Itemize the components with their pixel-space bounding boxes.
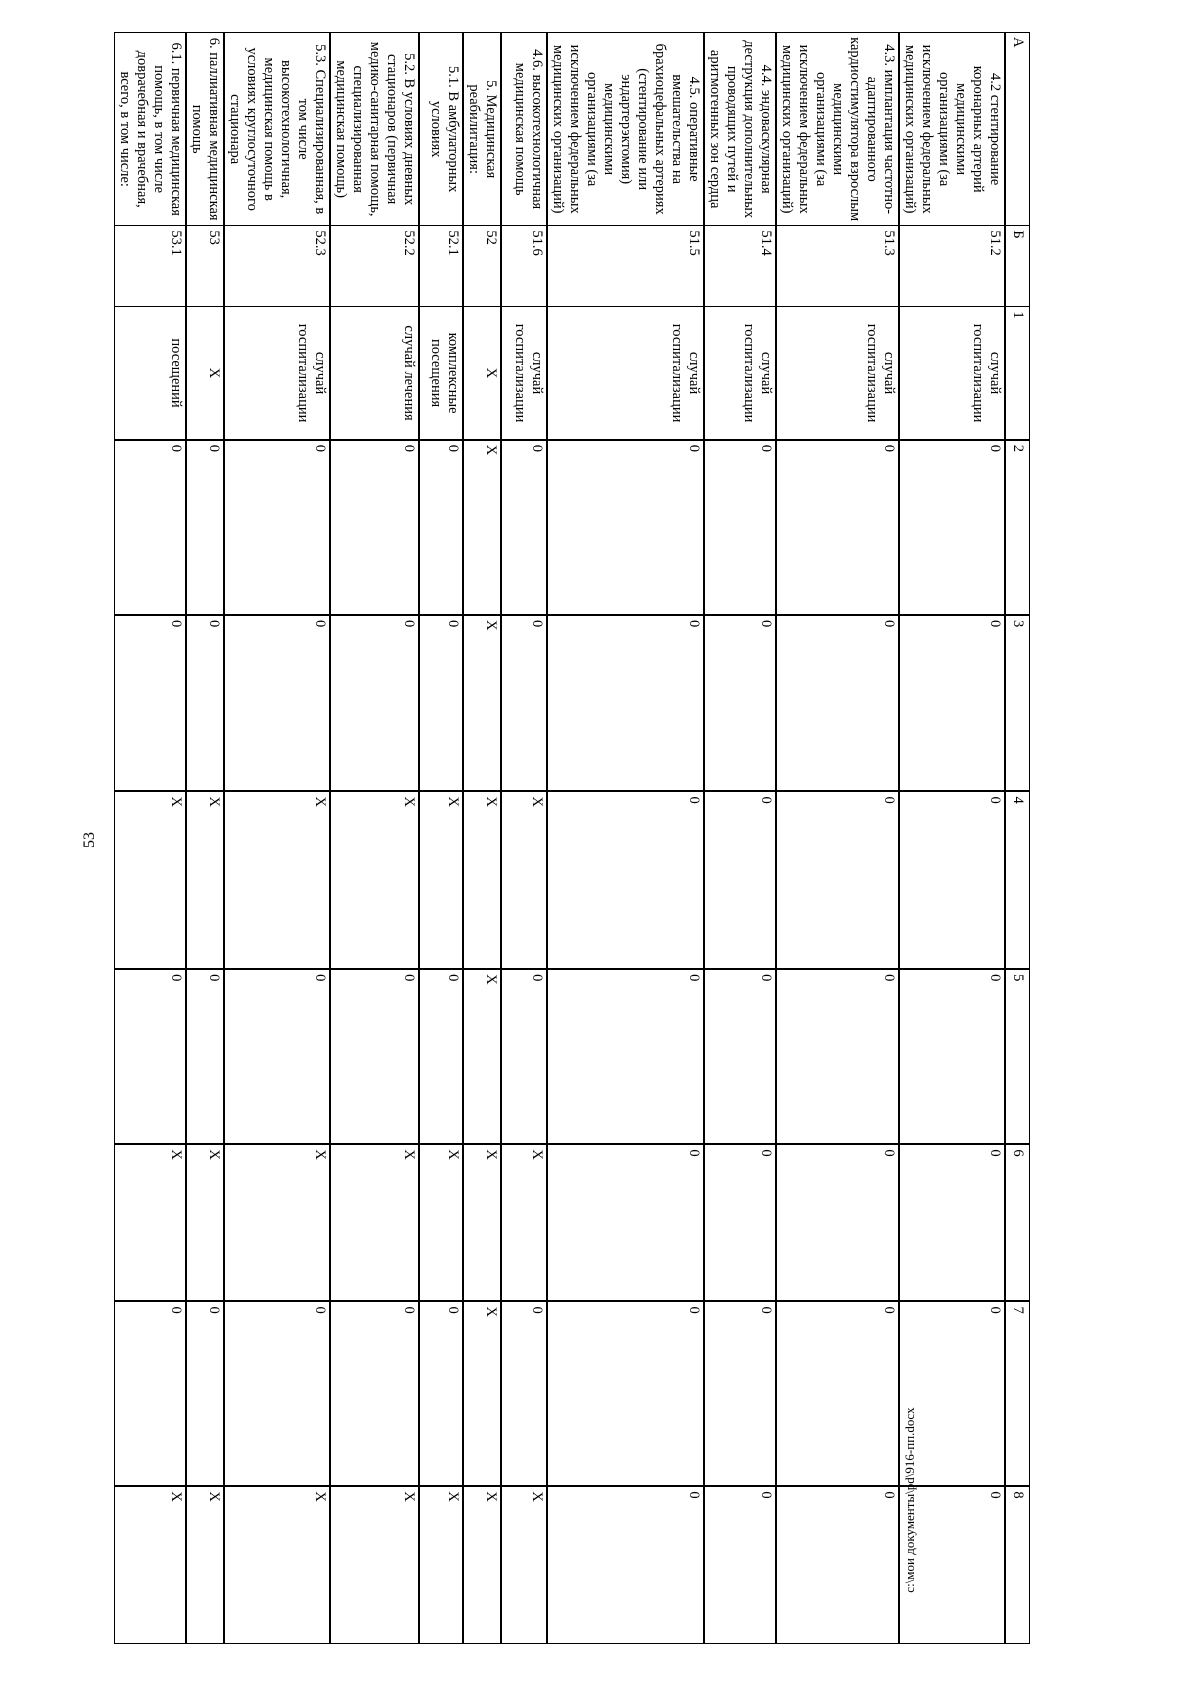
column-header: 3 [1006,615,1030,791]
column-header: А [1006,33,1030,226]
value-cell: 0 [331,969,420,1144]
row-unit-cell: случай госпитализации [502,307,548,440]
row-unit-cell: случай лечения [331,307,420,440]
value-cell: 0 [777,1486,900,1643]
value-cell: Х [464,1301,502,1486]
value-cell: 0 [225,440,331,615]
row-name-cell: 6.1. первичная медицинская помощь, в том числе доврачебная и врачебная, всего, в том числе: [115,33,187,226]
row-unit-cell: Х [187,307,225,440]
value-cell: Х [420,1144,464,1301]
value-cell: Х [464,1144,502,1301]
row-name-cell: 4.3. имплантация частотно-адаптированного кардиостимулятора взрослым медицинскими организациями (за исключением федеральных медицинских организаций) [777,33,900,226]
value-cell: 0 [900,1486,1006,1643]
value-cell: 0 [705,615,777,791]
value-cell: 0 [331,1301,420,1486]
row-unit-cell: случай госпитализации [705,307,777,440]
value-cell: 0 [900,791,1006,969]
table-row [705,33,777,1644]
data-table [115,32,1031,1644]
value-cell: 0 [548,1144,705,1301]
table-row [115,33,187,1644]
row-unit-cell: случай госпитализации [900,307,1006,440]
value-cell: 0 [548,1486,705,1643]
value-cell: Х [115,791,187,969]
column-header: 7 [1006,1301,1030,1486]
value-cell: Х [331,1144,420,1301]
table-body [115,33,1006,1644]
value-cell: Х [225,791,331,969]
value-cell: 0 [331,440,420,615]
table-row [331,33,420,1644]
value-cell: Х [225,1486,331,1643]
table-row [464,33,502,1644]
table-row [548,33,705,1644]
value-cell: 0 [502,440,548,615]
value-cell: 0 [777,615,900,791]
value-cell: Х [464,969,502,1144]
table-row [777,33,900,1644]
value-cell: Х [464,615,502,791]
value-cell: 0 [115,440,187,615]
row-code-cell: 51.2 [900,226,1006,307]
row-name-cell: 6. паллиативная медицинская помощь [187,33,225,226]
row-unit-cell: случай госпитализации [225,307,331,440]
value-cell: 0 [900,615,1006,791]
value-cell: 0 [115,615,187,791]
value-cell: Х [225,1144,331,1301]
value-cell: 0 [502,615,548,791]
row-code-cell: 51.5 [548,226,705,307]
value-cell: 0 [900,1301,1006,1486]
value-cell: 0 [777,440,900,615]
value-cell: 0 [187,615,225,791]
value-cell: 0 [548,440,705,615]
row-name-cell: 4.2 стентирование коронарных артерий медицинскими организациями (за исключением федеральных медицинских организаций) [900,33,1006,226]
value-cell: 0 [115,1301,187,1486]
value-cell: Х [115,1144,187,1301]
row-code-cell: 51.4 [705,226,777,307]
column-header: 1 [1006,307,1030,440]
row-name-cell: 4.6. высокотехнологичная медицинская помощь [502,33,548,226]
value-cell: 0 [548,615,705,791]
value-cell: Х [464,1486,502,1643]
value-cell: Х [464,791,502,969]
row-unit-cell: случай госпитализации [777,307,900,440]
value-cell: 0 [187,969,225,1144]
value-cell: 0 [420,1301,464,1486]
value-cell: 0 [705,1486,777,1643]
value-cell: 0 [548,969,705,1144]
column-header: 5 [1006,969,1030,1144]
column-header: Б [1006,226,1030,307]
row-code-cell: 51.6 [502,226,548,307]
value-cell: 0 [502,1301,548,1486]
value-cell: 0 [115,969,187,1144]
row-code-cell: 52.3 [225,226,331,307]
row-name-cell: 5.1. В амбулаторных условиях [420,33,464,226]
table-row [187,33,225,1644]
row-name-cell: 4.4. эндоваскулярная деструкция дополнительных проводящих путей и аритмогенных зон сердца [705,33,777,226]
value-cell: Х [187,1144,225,1301]
value-cell: 0 [777,1144,900,1301]
value-cell: Х [331,1486,420,1643]
value-cell: Х [187,791,225,969]
value-cell: 0 [705,791,777,969]
footer-file-path: c:\мои документы\pd\916-пп.docx [902,1407,917,1593]
value-cell: Х [331,791,420,969]
column-header: 8 [1006,1486,1030,1643]
value-cell: 0 [777,1301,900,1486]
row-name-cell: 5.3. Специализированная, в том числе высокотехнологичная, медицинская помощь в условиях круглосуточного стационара [225,33,331,226]
row-unit-cell: Х [464,307,502,440]
value-cell: 0 [705,969,777,1144]
value-cell: 0 [548,1301,705,1486]
value-cell: 0 [225,969,331,1144]
value-cell: Х [420,791,464,969]
value-cell: 0 [705,440,777,615]
value-cell: Х [502,791,548,969]
value-cell: 0 [420,969,464,1144]
value-cell: 0 [777,791,900,969]
value-cell: 0 [225,1301,331,1486]
value-cell: 0 [705,1144,777,1301]
value-cell: 0 [900,440,1006,615]
value-cell: 0 [777,969,900,1144]
value-cell: Х [502,1486,548,1643]
value-cell: 0 [420,440,464,615]
row-name-cell: 4.5. оперативные вмешательства на брахиоцефальных артериях (стентирование или эндартерэктомия) медицинскими организациями (за исключением федеральных медицинских организаций) [548,33,705,226]
value-cell: Х [464,440,502,615]
row-code-cell: 53 [187,226,225,307]
value-cell: 0 [900,969,1006,1144]
table-row [225,33,331,1644]
value-cell: 0 [187,440,225,615]
column-header: 2 [1006,440,1030,615]
row-name-cell: 5. Медицинская реабилитация: [464,33,502,226]
table-row [420,33,464,1644]
header-row [1006,33,1030,1644]
column-header: 6 [1006,1144,1030,1301]
value-cell: 0 [900,1144,1006,1301]
row-code-cell: 52 [464,226,502,307]
row-code-cell: 51.3 [777,226,900,307]
value-cell: Х [115,1486,187,1643]
row-code-cell: 52.2 [331,226,420,307]
row-code-cell: 53.1 [115,226,187,307]
value-cell: 0 [548,791,705,969]
table-row [502,33,548,1644]
value-cell: 0 [331,615,420,791]
value-cell: Х [187,1486,225,1643]
value-cell: Х [502,1144,548,1301]
value-cell: 0 [187,1301,225,1486]
column-header: 4 [1006,791,1030,969]
value-cell: Х [420,1486,464,1643]
row-code-cell: 52.1 [420,226,464,307]
page-number: 53 [81,832,98,848]
value-cell: 0 [225,615,331,791]
value-cell: 0 [705,1301,777,1486]
row-unit-cell: комплексные посещения [420,307,464,440]
row-unit-cell: посещений [115,307,187,440]
value-cell: 0 [420,615,464,791]
row-name-cell: 5.2. В условиях дневных стационаров (первичная медико-санитарная помощь, специализированная медицинская помощь) [331,33,420,226]
value-cell: 0 [502,969,548,1144]
row-unit-cell: случай госпитализации [548,307,705,440]
